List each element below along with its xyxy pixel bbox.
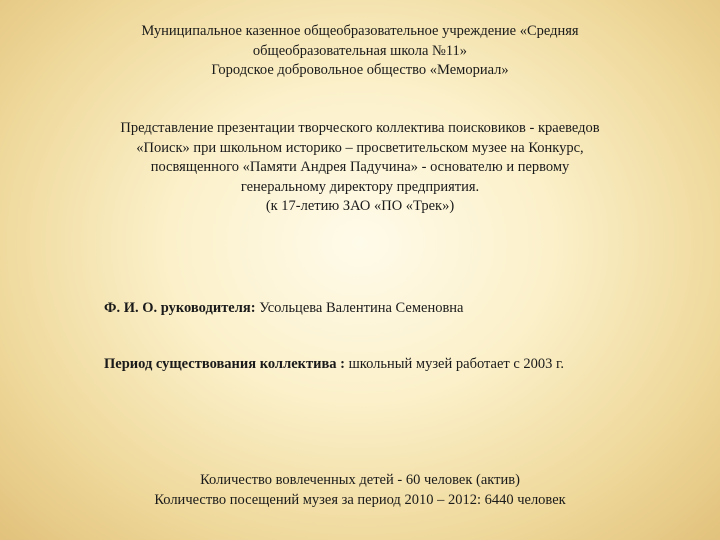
presentation-description (0, 119, 720, 217)
header-line: общеобразовательная школа №11» (252, 42, 468, 59)
leader-value: Усольцева Валентина Семеновна (255, 300, 464, 316)
presentation-line: посвященного «Памяти Андрея Падучина» - основателю и первому (150, 159, 570, 175)
presentation-line: «Поиск» при школьном историко – просветительском музее на Конкурс, (136, 139, 584, 156)
leader-info (104, 299, 464, 319)
statistics (0, 471, 720, 510)
presentation-line: (к 17-летию ЗАО «ПО «Трек») (265, 198, 455, 214)
stats-line: Количество посещений музея за период 2010 – 2012: 6440 человек (154, 491, 566, 508)
period-value: школьный музей работает с 2003 г. (345, 356, 564, 372)
institution-header (0, 22, 720, 81)
period-info (104, 355, 564, 375)
presentation-line: генеральному директору предприятия. (240, 178, 480, 195)
header-line: Городское добровольное общество «Мемориал» (211, 62, 509, 78)
presentation-line: Представление презентации творческого коллектива поисковиков - краеведов (120, 120, 600, 136)
leader-label: Ф. И. О. руководителя: (104, 300, 256, 316)
stats-line: Количество вовлеченных детей - 60 человек (актив) (200, 472, 520, 488)
header-line: Муниципальное казенное общеобразовательное учреждение «Средняя (141, 23, 579, 39)
period-label: Период существования коллектива : (104, 356, 346, 372)
